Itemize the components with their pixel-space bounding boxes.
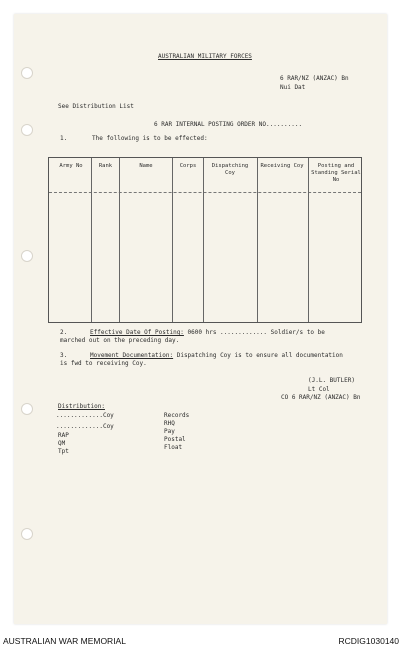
- col-header-receiving-coy: Receiving Coy: [260, 163, 304, 169]
- para-3-line-1: [90, 352, 343, 359]
- col-header-corps: Corps: [179, 163, 197, 169]
- para-2-line-2: marched out on the preceding day.: [60, 337, 180, 344]
- punch-hole: [21, 250, 33, 262]
- document-heading: AUSTRALIAN MILITARY FORCES: [158, 53, 252, 60]
- distribution-item: RHQ: [164, 420, 175, 427]
- para-3-line-2: is fwd to receiving Coy.: [60, 360, 147, 367]
- distribution-item: Pay: [164, 428, 175, 435]
- archive-name: AUSTRALIAN WAR MEMORIAL: [3, 636, 126, 646]
- distribution-item: Tpt: [58, 448, 69, 455]
- punch-hole: [21, 67, 33, 79]
- col-header-name: Name: [139, 163, 153, 169]
- distribution-item: RAP: [58, 432, 69, 439]
- punch-hole: [21, 124, 33, 136]
- distribution-item: Records: [164, 412, 190, 419]
- para-2-heading: Effective Date Of Posting:: [90, 329, 184, 336]
- para-2-text: 0600 hrs ............. Soldier/s to be: [187, 329, 325, 336]
- col-header-army-no: Army No: [59, 163, 83, 169]
- para-1-text: The following is to be effected:: [92, 135, 208, 142]
- punch-hole: [21, 403, 33, 415]
- distribution-item: .............Coy: [56, 423, 114, 430]
- distribution-item: Float: [164, 444, 183, 451]
- para-3-heading: Movement Documentation:: [90, 352, 174, 359]
- archive-record-id: RCDIG1030140: [338, 636, 399, 646]
- para-3-number: 3.: [60, 352, 68, 359]
- posting-table: [48, 157, 362, 323]
- unit-line-2: Nui Dat: [280, 84, 306, 91]
- unit-line-1: 6 RAR/NZ (ANZAC) Bn: [280, 75, 349, 82]
- para-2-line-1: [90, 329, 325, 336]
- signature-rank: Lt Col: [308, 386, 330, 393]
- para-2-number: 2.: [60, 329, 68, 336]
- distribution-item: .............Coy: [56, 412, 114, 419]
- signature-title: CO 6 RAR/NZ (ANZAC) Bn: [281, 394, 361, 401]
- para-3-text: Dispatching Coy is to ensure all documentation: [176, 352, 343, 359]
- distribution-heading: Distribution:: [58, 403, 105, 410]
- addressee-line: See Distribution List: [58, 103, 134, 110]
- para-1-number: 1.: [60, 135, 68, 142]
- signature-name: (J.L. BUTLER): [308, 377, 355, 384]
- col-header-posting-serial: Posting and Standing Serial No: [311, 163, 361, 183]
- col-header-rank: Rank: [98, 163, 113, 169]
- distribution-item: QM: [58, 440, 66, 447]
- distribution-item: Postal: [164, 436, 186, 443]
- order-title: 6 RAR INTERNAL POSTING ORDER NO..........: [154, 121, 303, 128]
- col-header-dispatching-coy: Dispatching Coy: [211, 163, 249, 176]
- punch-hole: [21, 528, 33, 540]
